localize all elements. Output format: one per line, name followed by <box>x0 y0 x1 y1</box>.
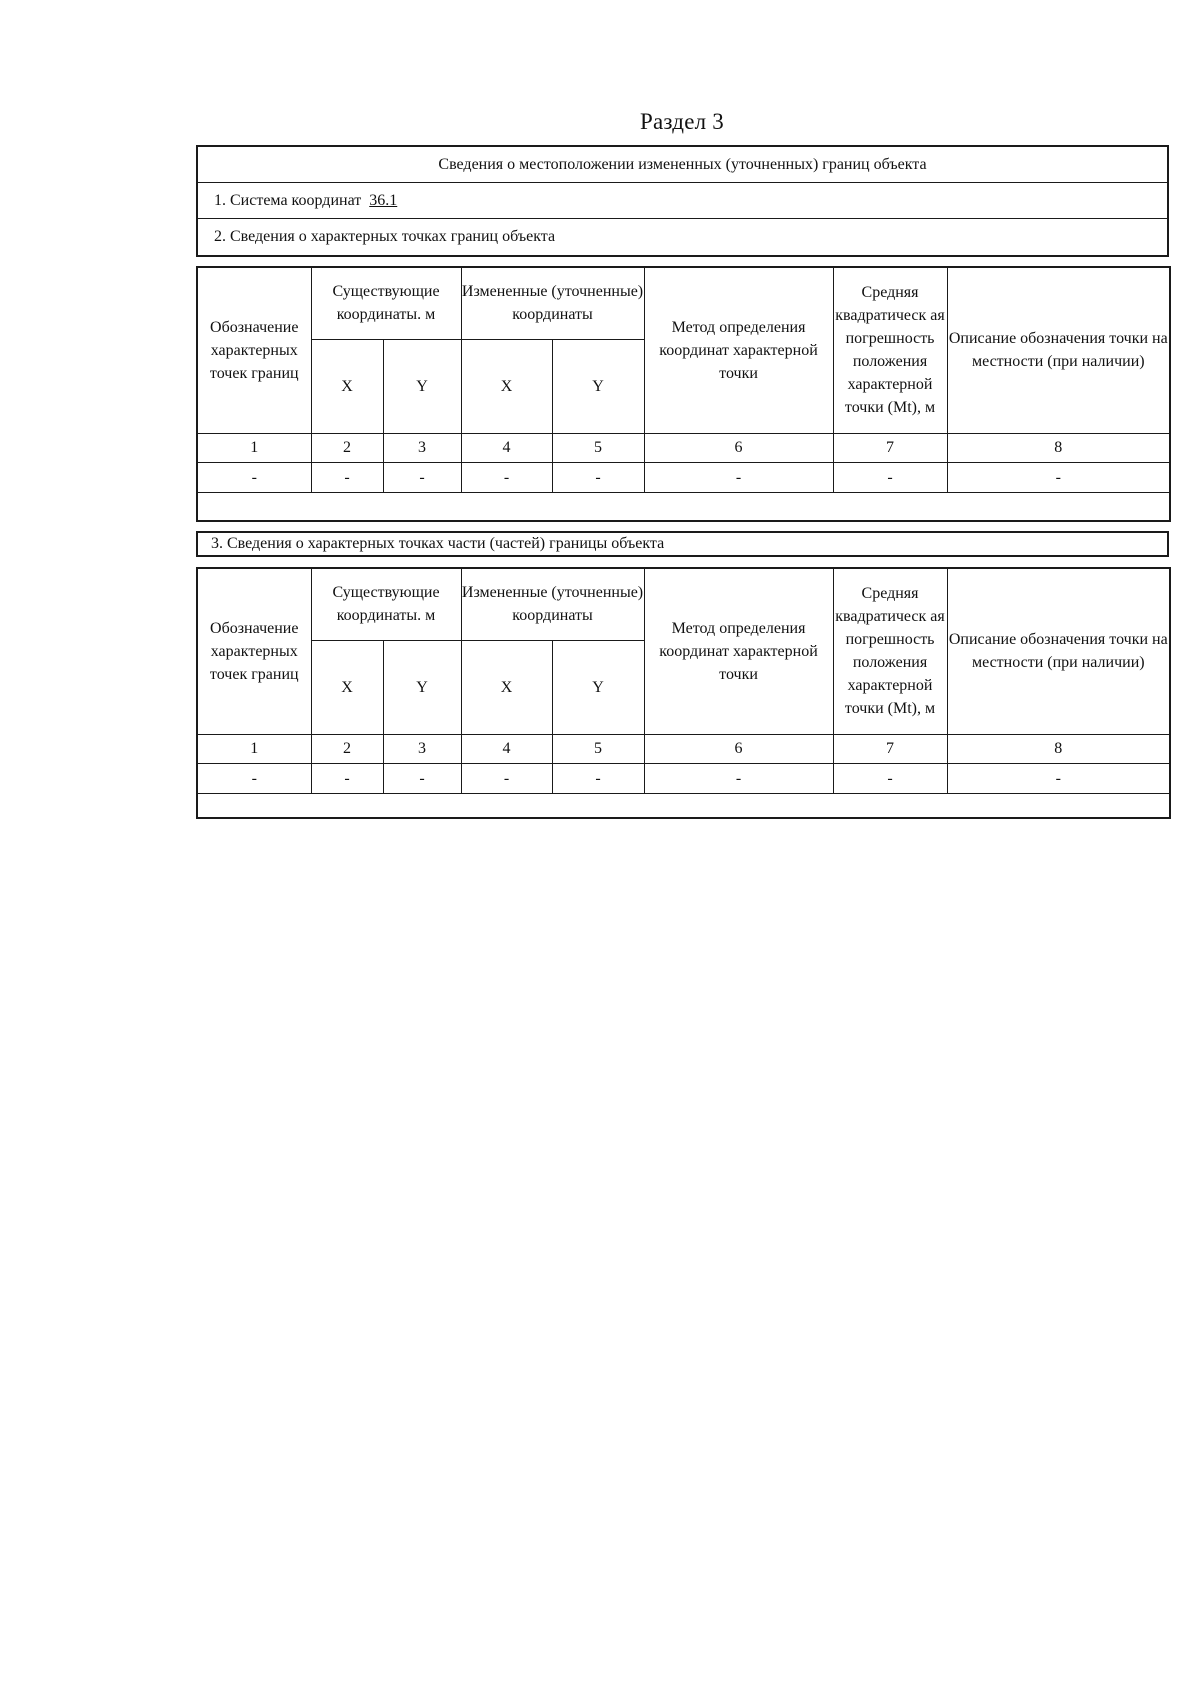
info-heading: Сведения о местоположении измененных (уточненных) границ объекта <box>198 147 1167 183</box>
column-number: 2 <box>311 433 383 462</box>
table-cell: - <box>644 763 833 793</box>
header-changed-y: Y <box>552 339 644 433</box>
empty-row <box>197 793 1170 818</box>
part-boundary-points-table <box>196 567 1171 819</box>
empty-cell <box>197 793 1170 818</box>
column-number: 8 <box>947 433 1170 462</box>
column-number: 4 <box>461 734 552 763</box>
header-changed-y: Y <box>552 640 644 734</box>
header-existing-x: X <box>311 339 383 433</box>
empty-row <box>197 492 1170 521</box>
table-cell: - <box>311 763 383 793</box>
table-cell: - <box>644 462 833 492</box>
coord-system-row <box>198 183 1167 219</box>
header-designation: Обозначение характерных точек границ <box>197 568 311 734</box>
boundary-points-table <box>196 266 1171 522</box>
table-cell: - <box>383 462 461 492</box>
column-number: 7 <box>833 734 947 763</box>
column-number: 6 <box>644 734 833 763</box>
column-numbers-row <box>197 433 1170 462</box>
column-number: 4 <box>461 433 552 462</box>
table-row <box>197 462 1170 492</box>
empty-cell <box>197 492 1170 521</box>
column-number: 8 <box>947 734 1170 763</box>
header-method: Метод определения координат характерной точки <box>644 568 833 734</box>
table-cell: - <box>833 763 947 793</box>
column-number: 5 <box>552 433 644 462</box>
coord-system-label: 1. Система координат <box>214 191 362 209</box>
table-cell: - <box>197 763 311 793</box>
header-rms-error: Средняя квадратическ ая погрешность положения характерной точки (Mt), м <box>833 267 947 433</box>
column-number: 3 <box>383 433 461 462</box>
header-changed-x: X <box>461 640 552 734</box>
table-cell: - <box>383 763 461 793</box>
table-cell: - <box>947 763 1170 793</box>
coord-system-value: 36.1 <box>369 191 398 209</box>
header-description: Описание обозначения точки на местности (при наличии) <box>947 267 1170 433</box>
header-changed-coords: Измененные (уточненные) координаты <box>461 267 644 339</box>
table-cell: - <box>947 462 1170 492</box>
points-heading: 2. Сведения о характерных точках границ объекта <box>214 228 556 245</box>
table-cell: - <box>552 763 644 793</box>
table-cell: - <box>833 462 947 492</box>
table-row <box>197 763 1170 793</box>
column-number: 2 <box>311 734 383 763</box>
column-number: 3 <box>383 734 461 763</box>
column-number: 5 <box>552 734 644 763</box>
column-number: 1 <box>197 734 311 763</box>
page-title: Раздел 3 <box>640 109 724 134</box>
table-cell: - <box>197 462 311 492</box>
section3-heading: 3. Сведения о характерных точках части (частей) границы объекта <box>196 531 1169 557</box>
header-method: Метод определения координат характерной точки <box>644 267 833 433</box>
header-existing-x: X <box>311 640 383 734</box>
header-existing-y: Y <box>383 339 461 433</box>
column-numbers-row <box>197 734 1170 763</box>
header-changed-x: X <box>461 339 552 433</box>
header-changed-coords: Измененные (уточненные) координаты <box>461 568 644 640</box>
column-number: 7 <box>833 433 947 462</box>
header-existing-y: Y <box>383 640 461 734</box>
info-box <box>196 145 1169 257</box>
header-rms-error: Средняя квадратическ ая погрешность положения характерной точки (Mt), м <box>833 568 947 734</box>
header-designation: Обозначение характерных точек границ <box>197 267 311 433</box>
header-existing-coords: Существующие координаты. м <box>311 568 461 640</box>
column-number: 1 <box>197 433 311 462</box>
table-cell: - <box>461 763 552 793</box>
table-cell: - <box>552 462 644 492</box>
header-description: Описание обозначения точки на местности (при наличии) <box>947 568 1170 734</box>
table-cell: - <box>311 462 383 492</box>
table-cell: - <box>461 462 552 492</box>
header-existing-coords: Существующие координаты. м <box>311 267 461 339</box>
column-number: 6 <box>644 433 833 462</box>
